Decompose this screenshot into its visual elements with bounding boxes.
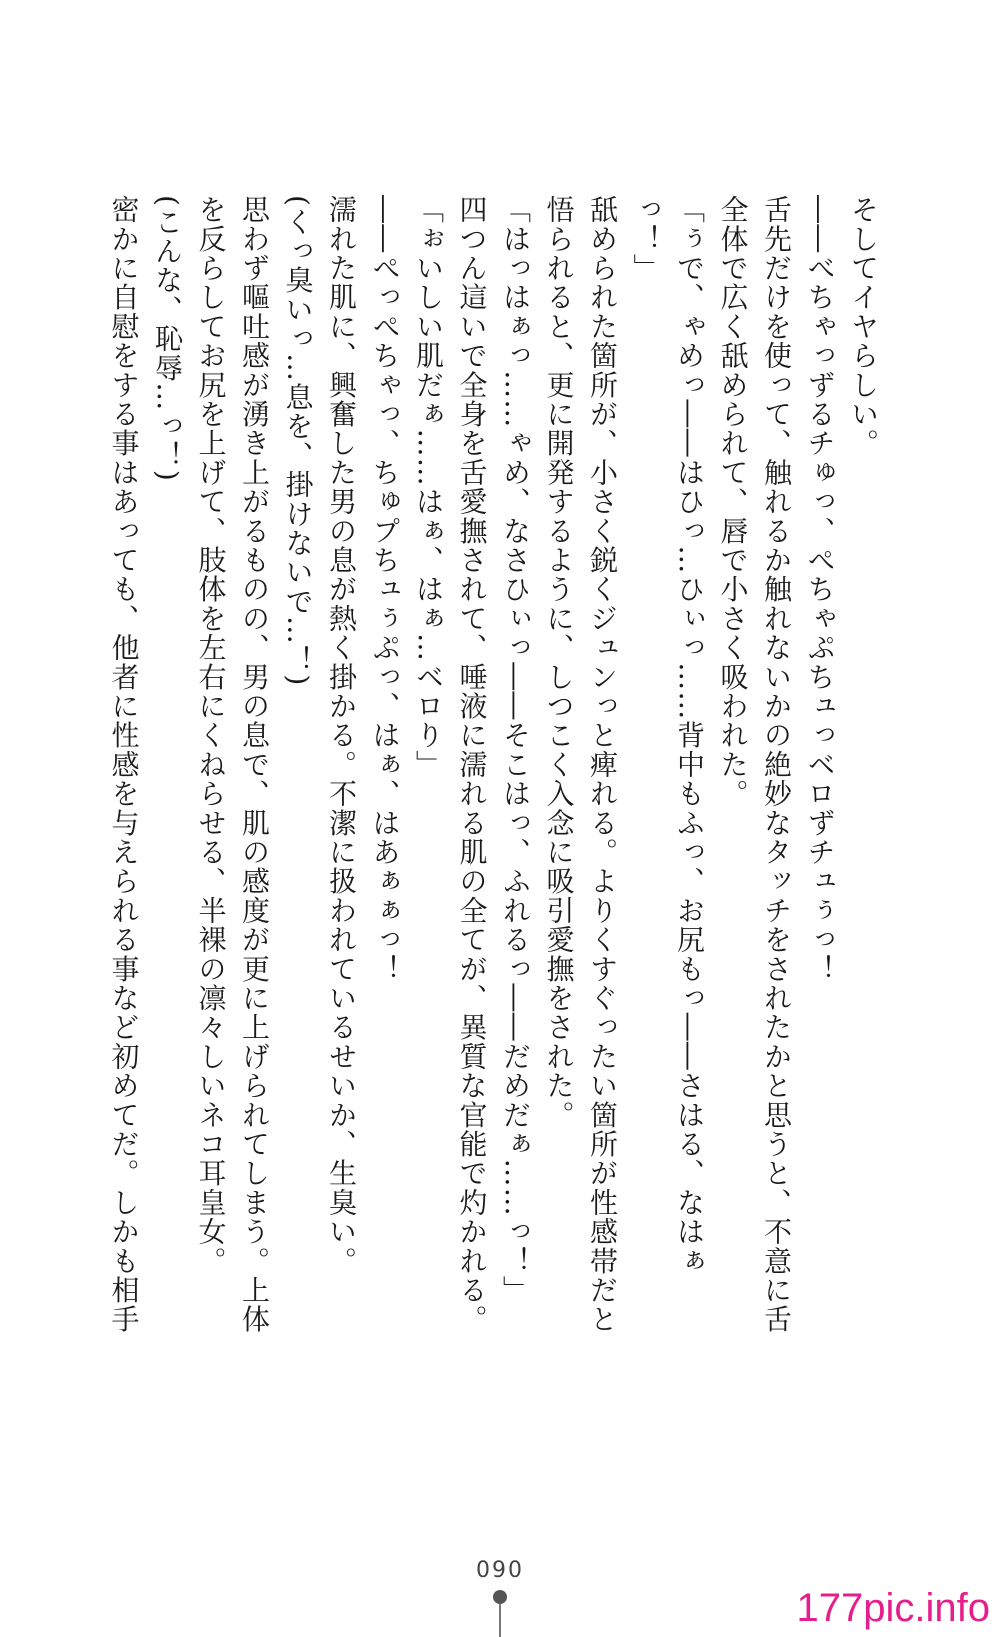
paragraph-8: 「ぉいしい肌だぁ……はぁ、はぁ…ベロり」 bbox=[412, 195, 445, 779]
paragraph-2: ――べちゃっずるチゅっ、ぺちゃぷちュっベロずチュぅっ！ bbox=[803, 195, 837, 984]
paragraph-6: 「はっはぁっ……ゃめ、なさひぃっ――そこはっ、ふれるっ――だめだぁ……っ！」 bbox=[499, 195, 532, 1305]
paragraph-11: (くっ臭いっ…息を、掛けないで…！) bbox=[281, 195, 315, 687]
page-marker-dot bbox=[493, 1590, 507, 1604]
paragraph-1: そしてイヤらしい。 bbox=[847, 195, 880, 458]
page-marker-line bbox=[499, 1604, 501, 1637]
paragraph-5: 舐められた箇所が、小さく鋭くジュンっと痺れる。よりくすぐったい箇所が性感帯だと悟られると、更に開発するように、しつこく入念に吸引愛撫をされた。 bbox=[542, 195, 619, 1334]
paragraph-10: 濡れた肌に、興奮した男の息が熱く掛かる。不潔に扱われているせいか、生臭い。 bbox=[325, 195, 358, 1276]
paragraph-7: 四つん這いで全身を舌愛撫されて、唾液に濡れる肌の全てが、異質な官能で灼かれる。 bbox=[455, 195, 489, 1334]
watermark-text: 177pic.info bbox=[796, 1586, 990, 1630]
paragraph-12: 思わず嘔吐感が湧き上がるものの、男の息で、肌の感度が更に上げられてしまう。上体を反らしてお尻を上げて、肢体を左右にくねらせる、半裸の凛々しいネコ耳皇女。 bbox=[194, 195, 271, 1334]
paragraph-9: ――ぺっぺちゃっ、ちゅプちュぅぷっ、はぁ、はあぁぁっ！ bbox=[368, 195, 402, 984]
page-number: 090 bbox=[476, 1558, 524, 1583]
paragraph-3: 舌先だけを使って、触れるか触れないかの絶妙なタッチをされたかと思うと、不意に舌全体で広く舐められて、唇で小さく吸われた。 bbox=[716, 195, 793, 1334]
paragraph-4: 「ぅで、ゃめっ――はひっ…ひぃっ……背中もふっ、お尻もっ――さはる、なはぁっ！」 bbox=[629, 195, 706, 1276]
paragraph-14: 密かに自慰をする事はあっても、他者に性感を与えられる事など初めてだ。しかも相手 bbox=[107, 195, 141, 1334]
paragraph-13: (こんな、恥辱…っ！) bbox=[151, 195, 184, 483]
vertical-text-body bbox=[102, 195, 885, 1345]
